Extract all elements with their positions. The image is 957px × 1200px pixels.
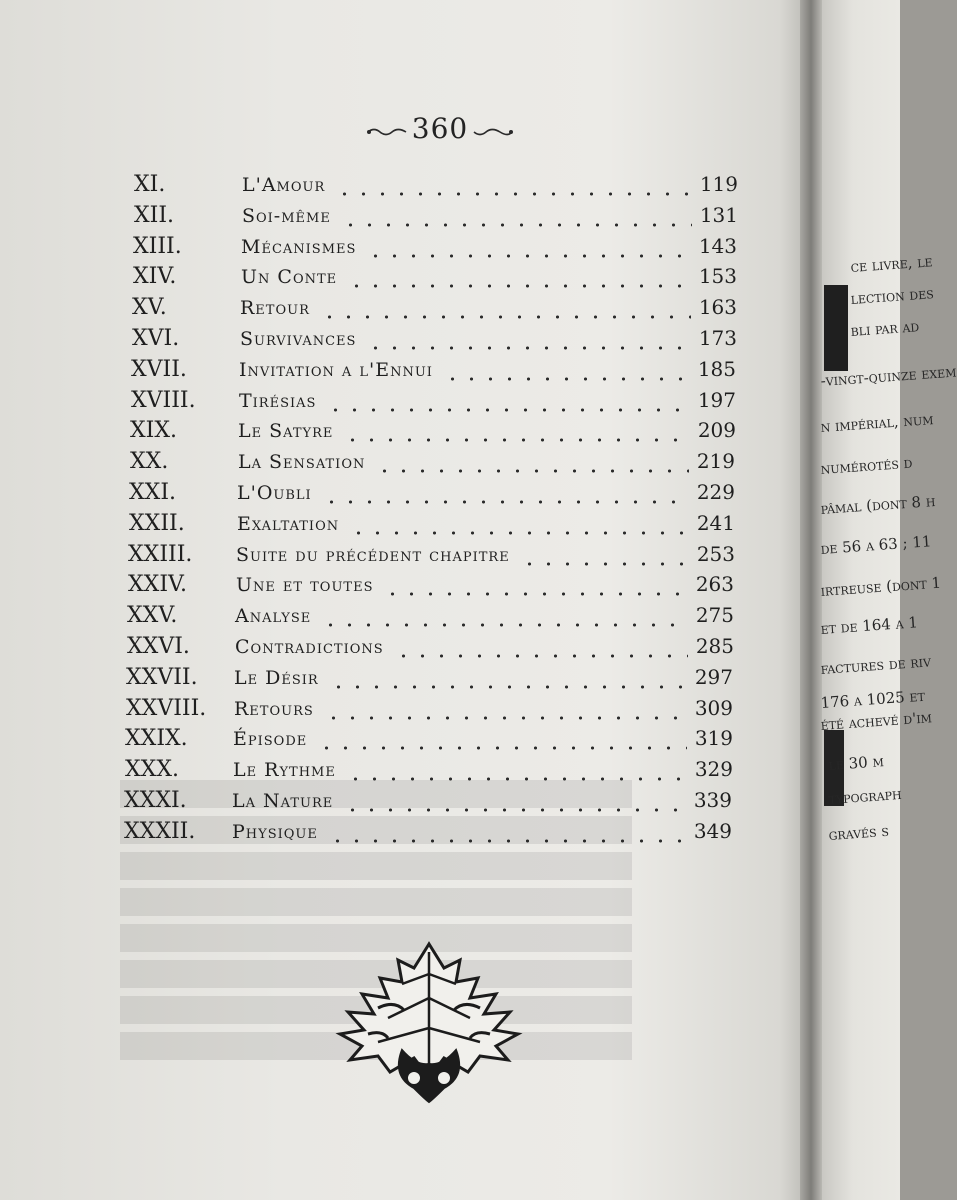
dot-leader	[324, 716, 687, 720]
dot-leader	[328, 839, 686, 843]
facing-page-line: été achevé d'im	[820, 708, 933, 734]
dot-leader	[366, 346, 691, 350]
toc-entry	[0, 326, 812, 356]
chapter-title: Un Conte	[241, 266, 338, 289]
dot-leader	[383, 592, 688, 596]
facing-page-line: gravés s	[828, 821, 890, 844]
facing-page-line: n impérial, num	[820, 410, 934, 436]
chapter-numeral: XXII.	[129, 510, 185, 536]
page-ref: 185	[697, 356, 736, 381]
dot-leader	[347, 284, 691, 288]
dot-leader	[341, 223, 692, 227]
chapter-title: Mécanismes	[241, 235, 357, 258]
chapter-title: Survivances	[240, 328, 357, 350]
facing-page-line: typograph	[828, 784, 903, 808]
facing-page-line: lection des	[850, 284, 935, 308]
chapter-numeral: XIX.	[130, 418, 178, 444]
page-ref: 241	[696, 510, 735, 535]
facing-page-line: et de 164 a 1	[820, 613, 919, 638]
facing-page-line: de 56 a 63 ; 11	[820, 532, 932, 558]
chapter-numeral: XXIV.	[128, 572, 188, 598]
toc-entry	[0, 788, 812, 818]
page-ref: 209	[697, 418, 736, 443]
chapter-title: Épisode	[233, 728, 308, 751]
page-ref: 131	[699, 202, 738, 227]
page-ref: 143	[698, 233, 737, 258]
toc-entry	[0, 480, 812, 510]
toc-entry	[0, 264, 812, 294]
dot-leader	[346, 777, 687, 781]
toc-entry	[0, 757, 812, 787]
dot-leader	[317, 746, 687, 750]
dot-leader	[343, 808, 686, 812]
chapter-title: Exaltation	[237, 512, 340, 535]
page-ref: 253	[696, 541, 735, 566]
chapter-numeral: XIV.	[133, 264, 177, 290]
toc-entry	[0, 357, 812, 387]
dot-leader	[366, 254, 691, 258]
toc-entry	[0, 511, 812, 541]
toc-entry	[0, 172, 812, 202]
chapter-numeral: XVII.	[131, 356, 187, 382]
toc-entry	[0, 203, 812, 233]
chapter-title: Le Désir	[234, 666, 319, 689]
chapter-title: Le Satyre	[238, 420, 334, 443]
page-ref: 309	[694, 695, 733, 720]
chapter-numeral: XXVII.	[126, 664, 198, 690]
page-ref: 153	[698, 264, 737, 289]
chapter-title: Le Rythme	[233, 759, 336, 782]
dot-leader	[335, 192, 692, 196]
toc-entry	[0, 542, 812, 572]
chapter-numeral: XXX.	[125, 757, 179, 783]
dot-leader	[520, 562, 689, 566]
toc-entry	[0, 572, 812, 602]
chapter-title: Analyse	[235, 605, 312, 628]
dot-leader	[326, 408, 690, 412]
chapter-numeral: XXXII.	[124, 818, 196, 844]
dot-leader	[329, 685, 687, 689]
page-ref: 339	[693, 788, 732, 812]
chapter-title: Une et toutes	[236, 574, 374, 597]
chapter-numeral: XXIII.	[128, 541, 193, 567]
chapter-numeral: XI.	[134, 172, 166, 197]
chapter-title: La Sensation	[238, 451, 366, 474]
chapter-title: L'Oubli	[237, 482, 312, 504]
chapter-title: La Nature	[232, 790, 334, 812]
dot-leader	[321, 623, 688, 627]
page-ref: 173	[698, 326, 737, 350]
page-ref: 219	[696, 449, 735, 474]
dot-leader	[443, 377, 690, 381]
chapter-numeral: XXVI.	[127, 634, 190, 659]
facing-page-text	[820, 0, 957, 1200]
facing-page-line: factures de riv	[820, 652, 932, 678]
chapter-numeral: XXV.	[127, 603, 178, 629]
page-number: 360	[411, 112, 469, 145]
page-ref: 297	[694, 664, 733, 689]
facing-page-line: irtreuse (dont 1	[820, 573, 942, 600]
chapter-numeral: XXXI.	[124, 788, 187, 813]
dot-leader	[320, 315, 691, 319]
chapter-title: Contradictions	[235, 636, 384, 658]
dot-leader	[349, 531, 689, 535]
chapter-numeral: XVI.	[132, 326, 180, 351]
page-ref: 329	[694, 757, 733, 782]
facing-page-line: numérotés d	[820, 453, 914, 478]
book-gutter	[800, 0, 822, 1200]
toc-entry	[0, 634, 812, 664]
chapter-title: Retours	[234, 697, 314, 720]
page-ref: 119	[699, 172, 738, 196]
page-ref: 197	[697, 387, 736, 412]
dot-leader	[322, 500, 689, 504]
chapter-title: Tirésias	[239, 389, 317, 412]
toc-entry	[0, 295, 812, 325]
chapter-title: Invitation a l'Ennui	[239, 358, 433, 381]
toc-entry	[0, 819, 812, 849]
page-ref: 349	[693, 818, 732, 843]
chapter-title: Soi-même	[242, 204, 331, 227]
chapter-title: L'Amour	[242, 174, 326, 196]
dot-leader	[394, 654, 688, 658]
chapter-title: Physique	[232, 820, 318, 843]
chapter-numeral: XVIII.	[131, 387, 196, 413]
page-ref: 263	[695, 572, 734, 597]
page-ref: 229	[696, 480, 735, 504]
toc-entry	[0, 449, 812, 479]
facing-page-line: pâmal (dont 8 h	[820, 491, 936, 518]
facing-page-line: -vingt-quinze exem	[820, 362, 957, 390]
dot-leader	[375, 469, 689, 473]
facing-page-line: bli par ad	[850, 317, 920, 340]
page-ref: 285	[695, 634, 734, 658]
toc-entry	[0, 696, 812, 726]
chapter-numeral: XIII.	[133, 233, 182, 259]
page-ref: 275	[695, 603, 734, 628]
chapter-numeral: XII.	[134, 202, 175, 228]
facing-page-line: ce livre, le	[850, 252, 934, 276]
toc-entry	[0, 603, 812, 633]
leaf-ornament-icon	[318, 938, 540, 1106]
toc-entry	[0, 234, 812, 264]
chapter-numeral: XX.	[130, 449, 169, 475]
chapter-numeral: XV.	[132, 295, 167, 321]
toc-entry	[0, 418, 812, 448]
facing-page-line: le 30 m	[828, 752, 885, 774]
chapter-numeral: XXIX.	[125, 726, 188, 752]
dot-leader	[343, 438, 690, 442]
facing-page	[820, 0, 957, 1200]
toc-entry	[0, 726, 812, 756]
chapter-numeral: XXI.	[129, 480, 177, 505]
page-ref: 319	[694, 726, 733, 751]
chapter-title: Suite du précédent chapitre	[236, 543, 510, 566]
page-ref: 163	[698, 295, 737, 320]
chapter-title: Retour	[240, 297, 310, 320]
facing-page-line: 176 a 1025 et	[820, 686, 926, 712]
toc-entry	[0, 665, 812, 695]
toc-entry	[0, 388, 812, 418]
chapter-numeral: XXVIII.	[126, 695, 207, 721]
